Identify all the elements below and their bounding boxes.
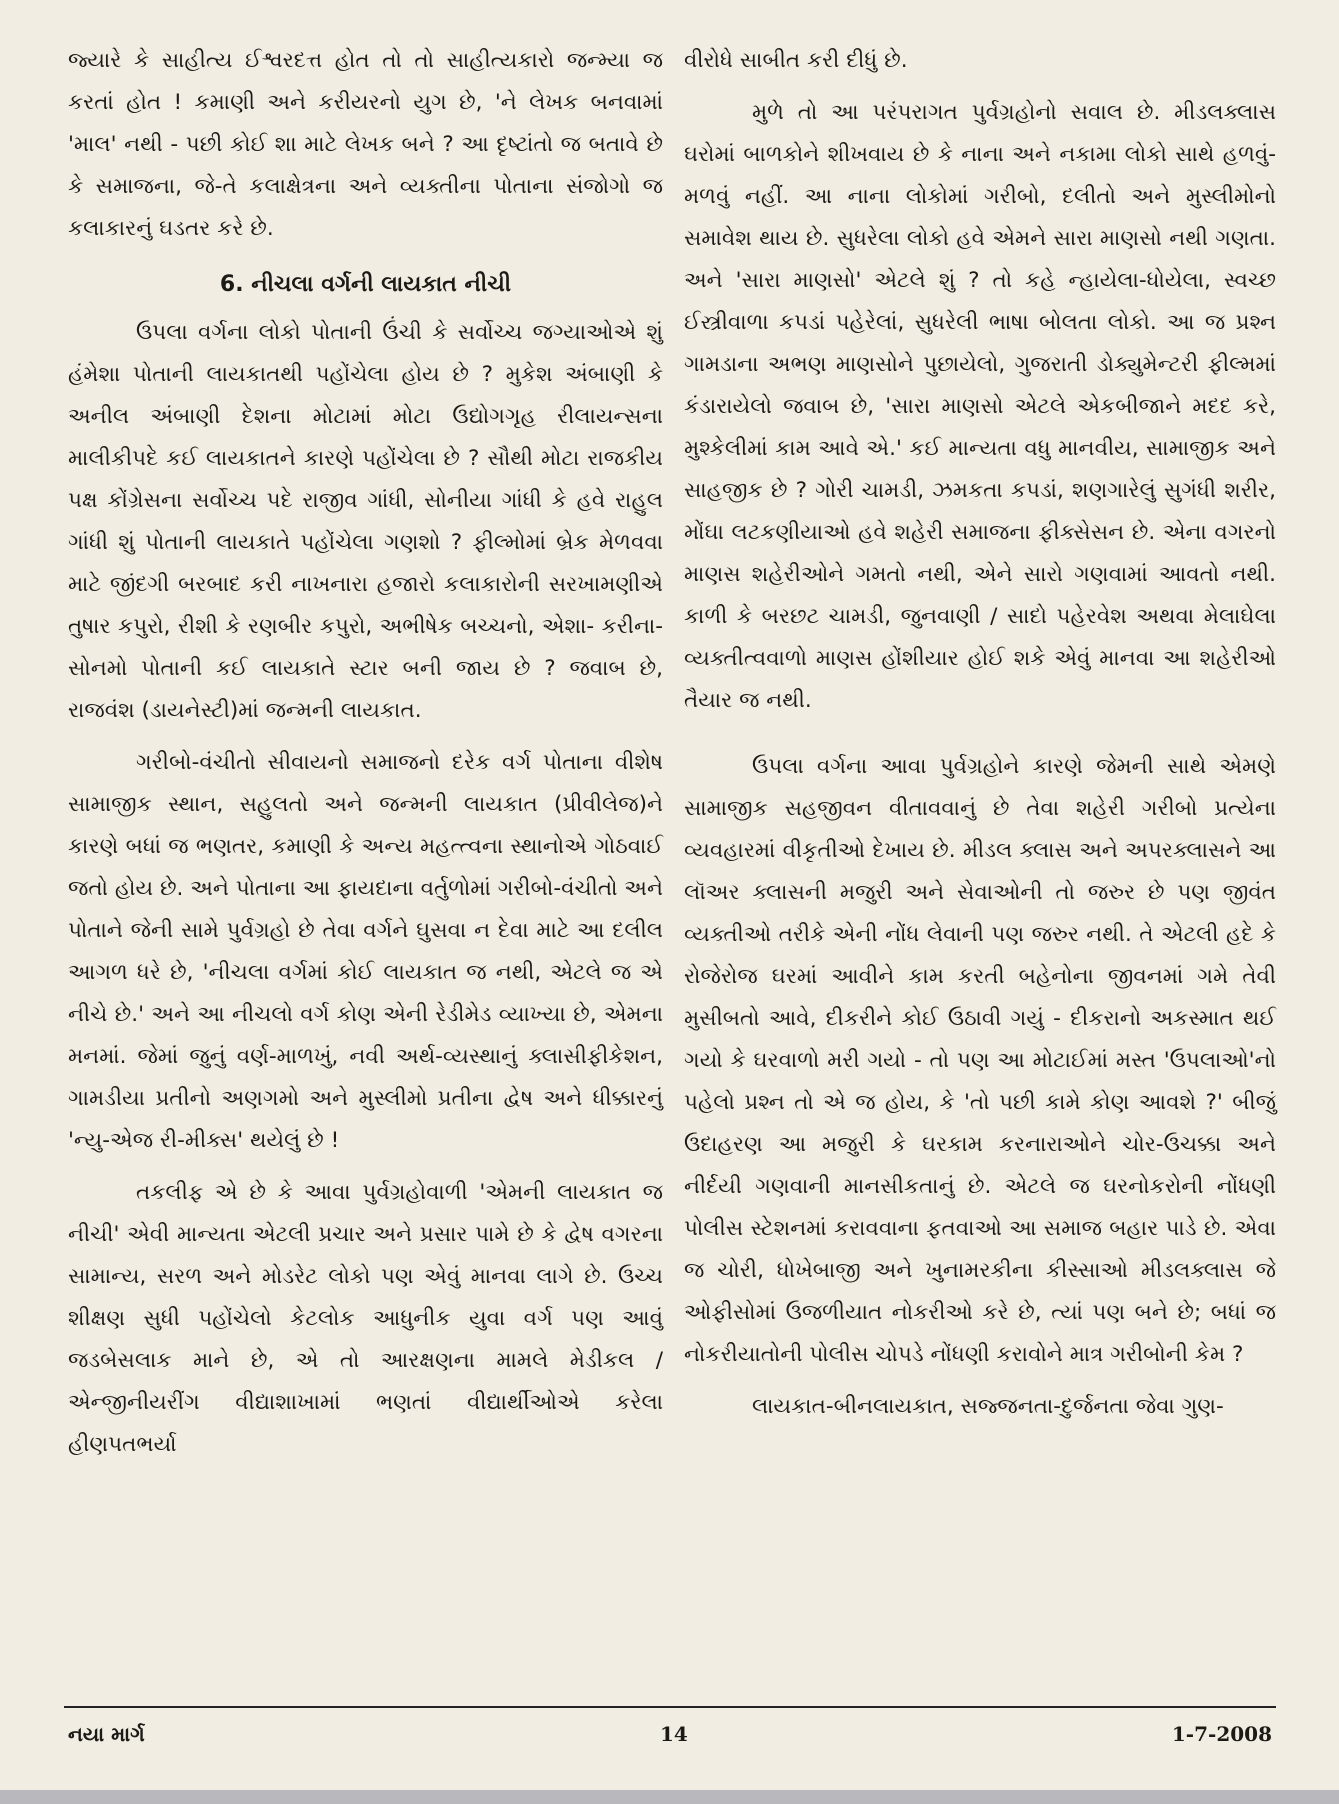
right-paragraph-2: મુળે તો આ પરંપરાગત પુર્વગ્રહોનો સવાલ છે. મીડલક્લાસ ઘરોમાં બાળકોને શીખવાય છે કે નાના અને નકામા લોકો સાથે હળવું-મળવું નહીં. આ નાના લોકોમાં ગરીબો, દલીતો અને મુસ્લીમોનો સમાવેશ થાય છે. સુધરેલા લોકો હવે એમને સારા માણસો નથી ગણતા. અને 'સારા માણસો' એટલે શું ? તો કહે ન્હાયેલા-ધોયેલા, સ્વચ્છ ઈસ્ત્રીવાળા કપડાં પહેરેલાં, સુધરેલી ભાષા બોલતા લોકો. આ જ પ્રશ્ન ગામડાના અભણ માણસોને પુછાયેલો, ગુજરાતી ડોક્યુમેન્ટરી ફીલ્મમાં કંડારાયેલો જવાબ છે, 'સારા માણસો એટલે એકબીજાને મદદ કરે, મુશ્કેલીમાં કામ આવે એ.' કઈ માન્યતા વધુ માનવીય, સામાજીક અને સાહજીક છે ? ગોરી ચામડી, ઝમકતા કપડાં, શણગારેલું સુગંધી શરીર, મોંઘા લટકણીયાઓ હવે શહેરી સમાજના ફીક્સેસન છે. એના વગરનો માણસ શહેરીઓને ગમતો નથી, એને સારો ગણવામાં આવતો નથી. કાળી કે બરછટ ચામડી, જુનવાણી / સાદો પહેરવેશ અથવા મેલાઘેલા વ્યક્તીત્વવાળો માણસ હોંશીયાર હોઈ શકે એવું માનવા આ શહેરીઓ તૈયાર જ નથી.: [684, 100, 1276, 713]
scan-bottom-edge: [0, 1790, 1339, 1804]
page-number: 14: [660, 1722, 688, 1746]
right-paragraph-3: ઉપલા વર્ગના આવા પુર્વગ્રહોને કારણે જેમની સાથે એમણે સામાજીક સહજીવન વીતાવવાનું છે તેવા શહેરી ગરીબો પ્રત્યેના વ્યવહારમાં વીકૃતીઓ દેખાય છે. મીડલ ક્લાસ અને અપરક્લાસને આ લૉઅર ક્લાસની મજુરી અને સેવાઓની તો જરુર છે પણ જીવંત વ્યક્તીઓ તરીકે એની નોંધ લેવાની પણ જરુર નથી. તે એટલી હદે કે રોજેરોજ ઘરમાં આવીને કામ કરતી બહેનોના જીવનમાં ગમે તેવી મુસીબતો આવે, દીકરીને કોઈ ઉઠાવી ગયું - દીકરાનો અકસ્માત થઈ ગયો કે ઘરવાળો મરી ગયો - તો પણ આ મોટાઈમાં મસ્ત 'ઉપલાઓ'નો પહેલો પ્રશ્ન તો એ જ હોય, કે 'તો પછી કામે કોણ આવશે ?' બીજું ઉદાહરણ આ મજુરી કે ઘરકામ કરનારાઓને ચોર-ઉચક્કા અને નીર્દયી ગણવાની માનસીકતાનું છે. એટલે જ ઘરનોકરોની નોંધણી પોલીસ સ્ટેશનમાં કરાવવાના ફતવાઓ આ સમાજ બહાર પાડે છે. એવા જ ચોરી, ધોખેબાજી અને ખુનામરકીના કીસ્સાઓ મીડલક્લાસ જે ઓફીસોમાં ઉજળીયાત નોકરીઓ કરે છે, ત્યાં પણ બને છે; બધાં જ નોકરીયાતોની પોલીસ ચોપડે નોંધણી કરાવોને માત્ર ગરીબોની કેમ ?: [684, 754, 1276, 1367]
left-paragraph-1: જ્યારે કે સાહીત્ય ઈશ્વરદત્ત હોત તો તો સાહીત્યકારો જન્મ્યા જ કરતાં હોત ! કમાણી અને કરીયરનો યુગ છે, 'ને લેખક બનવામાં 'માલ' નથી - પછી કોઈ શા માટે લેખક બને ? આ દૃષ્ટાંતો જ બતાવે છે કે સમાજના, જે-તે કલાક્ષેત્રના અને વ્યક્તીના પોતાના સંજોગો જ કલાકારનું ઘડતર કરે છે.: [68, 48, 663, 241]
right-paragraph-4: લાયકાત-બીનલાયકાત, સજ્જનતા-દુર્જનતા જેવા ગુણ-: [752, 1394, 1224, 1419]
issue-date: 1-7-2008: [1171, 1722, 1272, 1746]
magazine-name: નયા માર્ગ: [68, 1722, 145, 1746]
left-column: [68, 40, 663, 1476]
section-heading: 6. નીચલા વર્ગની લાયકાત નીચી: [219, 272, 512, 297]
left-paragraph-2: ઉપલા વર્ગના લોકો પોતાની ઉંચી કે સર્વોચ્ચ જગ્યાઓએ શું હંમેશા પોતાની લાયકાતથી પહોંચેલા હોય છે ? મુકેશ અંબાણી કે અનીલ અંબાણી દેશના મોટામાં મોટા ઉદ્યોગગૃહ રીલાયન્સના માલીકીપદે કઈ લાયકાતને કારણે પહોંચેલા છે ? સૌથી મોટા રાજકીય પક્ષ કોંગ્રેસના સર્વોચ્ચ પદે રાજીવ ગાંધી, સોનીયા ગાંધી કે હવે રાહુલ ગાંધી શું પોતાની લાયકાતે પહોંચેલા ગણશો ? ફીલ્મોમાં બ્રેક મેળવવા માટે જીંદગી બરબાદ કરી નાખનારા હજારો કલાકારોની સરખામણીએ તુષાર કપુરો, રીશી કે રણબીર કપુરો, અભીષેક બચ્ચનો, એશા- કરીના-સોનમો પોતાની કઈ લાયકાતે સ્ટાર બની જાય છે ? જવાબ છે, રાજવંશ (ડાયનેસ્ટી)માં જન્મની લાયકાત.: [68, 320, 663, 723]
right-column: [684, 40, 1276, 1438]
left-paragraph-4: તકલીફ એ છે કે આવા પુર્વગ્રહોવાળી 'એમની લાયકાત જ નીચી' એવી માન્યતા એટલી પ્રચાર અને પ્રસાર પામે છે કે દ્વેષ વગરના સામાન્ય, સરળ અને મોડરેટ લોકો પણ એવું માનવા લાગે છે. ઉચ્ચ શીક્ષણ સુધી પહોંચેલો કેટલોક આધુનીક યુવા વર્ગ પણ આવું જડબેસલાક માને છે, એ તો આરક્ષણના મામલે મેડીકલ / એન્જીનીયરીંગ વીદ્યાશાખામાં ભણતાં વીદ્યાર્થીઓએ કરેલા હીણપતભર્યા: [68, 1180, 663, 1457]
left-paragraph-3: ગરીબો-વંચીતો સીવાયનો સમાજનો દરેક વર્ગ પોતાના વીશેષ સામાજીક સ્થાન, સહુલતો અને જન્મની લાયકાત (પ્રીવીલેજ)ને કારણે બધાં જ ભણતર, કમાણી કે અન્ય મહત્ત્વના સ્થાનોએ ગોઠવાઈ જતો હોય છે. અને પોતાના આ ફાયદાના વર્તુળોમાં ગરીબો-વંચીતો અને પોતાને જેની સામે પુર્વગ્રહો છે તેવા વર્ગને ઘુસવા ન દેવા માટે આ દલીલ આગળ ધરે છે, 'નીચલા વર્ગમાં કોઈ લાયકાત જ નથી, એટલે જ એ નીચે છે.' અને આ નીચલો વર્ગ કોણ એની રેડીમેડ વ્યાખ્યા છે, એમના મનમાં. જેમાં જુનું વર્ણ-માળખું, નવી અર્થ-વ્યસ્થાનું ક્લાસીફીકેશન, ગામડીયા પ્રતીનો અણગમો અને મુસ્લીમો પ્રતીના દ્વેષ અને ધીક્કારનું 'ન્યુ-એજ રી-મીક્સ' થયેલું છે !: [68, 750, 663, 1153]
right-paragraph-1: વીરોધે સાબીત કરી દીધું છે.: [684, 48, 908, 73]
footer-divider: [64, 1706, 1276, 1708]
